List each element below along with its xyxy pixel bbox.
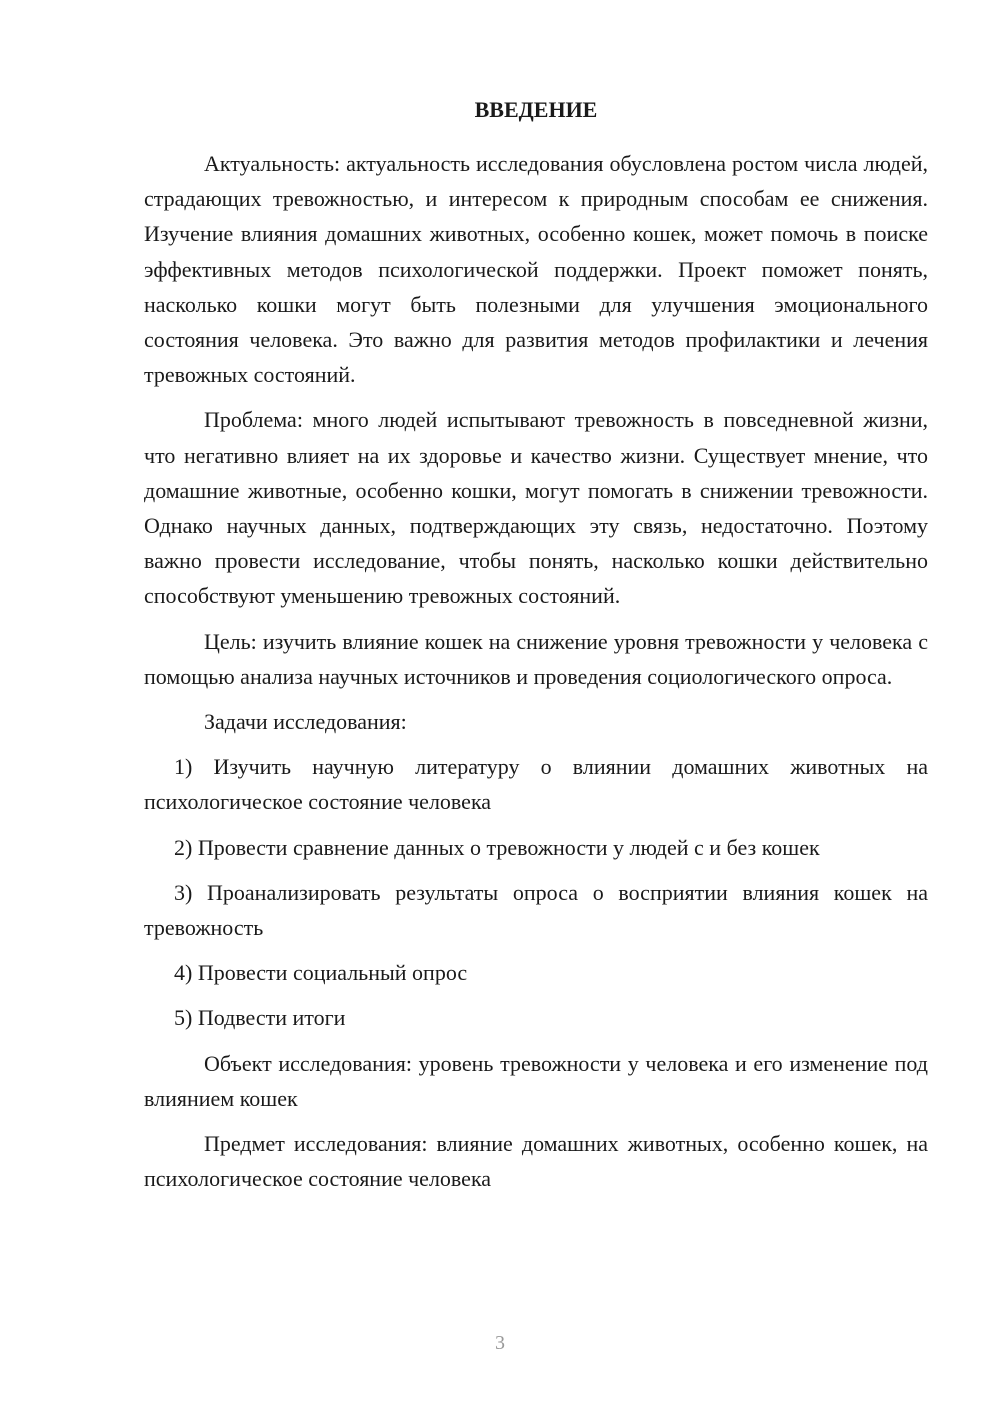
task-item-3: 3) Проанализировать результаты опроса о восприятии влияния кошек на тревожность — [144, 879, 928, 941]
object-paragraph: Объект исследования: уровень тревожности у человека и его изменение под влиянием кошек — [144, 1050, 928, 1111]
task-item-4: 4) Провести социальный опрос — [174, 960, 468, 986]
problem-paragraph: Проблема: много людей испытывают тревожность в повседневной жизни, что негативно влияет на их здоровье и качество жизни. Существует мнение, что домашние животные, особенно кошки, могут помогать в снижении тревожности. Однако научных данных, подтверждающих эту связь, недостаточно. Поэтому важно провести исследование, чтобы понять, насколько кошки действительно способствуют уменьшению тревожных состояний. — [144, 407, 928, 609]
document-page — [144, 94, 928, 1206]
tasks-title: Задачи исследования: — [204, 709, 407, 735]
goal-paragraph: Цель: изучить влияние кошек на снижение уровня тревожности у человека с помощью анализа научных источников и проведения социологического опроса. — [144, 628, 928, 689]
task-item-2: 2) Провести сравнение данных о тревожности у людей с и без кошек — [174, 834, 820, 860]
relevance-paragraph: Актуальность: актуальность исследования обусловлена ростом числа людей, страдающих тревожностью, и интересом к природным способам ее снижения. Изучение влияния домашних животных, особенно кошек, может помочь в поиске эффективных методов психологической поддержки. Проект поможет понять, насколько кошки могут быть полезными для улучшения эмоционального состояния человека. Это важно для развития методов профилактики и лечения тревожных состояний. — [144, 151, 928, 388]
task-item-5: 5) Подвести итоги — [174, 1005, 346, 1031]
subject-paragraph: Предмет исследования: влияние домашних животных, особенно кошек, на психологическое состояние человека — [144, 1131, 928, 1192]
section-heading: ВВЕДЕНИЕ — [474, 97, 598, 122]
task-item-1: 1) Изучить научную литературу о влиянии домашних животных на психологическое состояние человека — [144, 754, 928, 815]
page-number: 3 — [495, 1332, 505, 1354]
